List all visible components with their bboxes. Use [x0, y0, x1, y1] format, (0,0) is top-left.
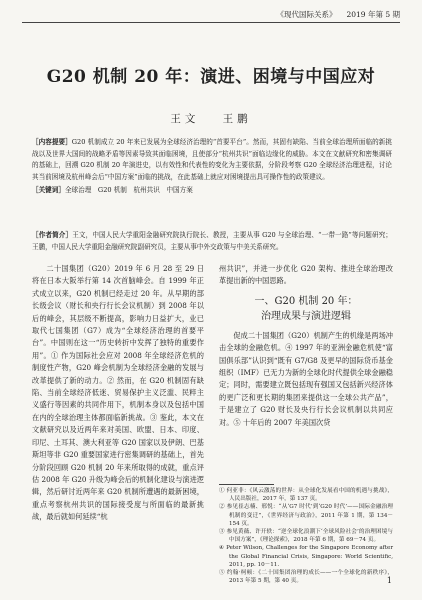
footnote: ① 何亚非：《风云激荡的世界：从全球化发展看中国的机遇与挑战》，人民出版社，2017 年，第 137 页。 [219, 488, 393, 503]
abstract-label: ［内容提要］ [32, 138, 72, 146]
author-name: 王鹏 [222, 113, 252, 125]
author-info-text: 王文，中国人民大学重阳金融研究院执行院长、教授，主要从事 G20 与全球治理、“一带一路”等问题研究；王鹏，中国人民大学重阳金融研究院副研究员，主要从事中外交政策与中美关系研究。 [32, 231, 393, 251]
issue-number: 2019 年第 5 期 [346, 10, 400, 19]
section-subheading: 治理成果与演进逻辑 [261, 310, 351, 322]
author-info-label: ［作者简介］ [32, 231, 73, 239]
author-names [0, 111, 422, 126]
author-name: 王文 [170, 113, 200, 125]
footnotes [219, 487, 393, 585]
footnote: ③ 参见黄薇、许开轶：“逆全球化浪潮下‘全球风险社会’的治理困境与中国方案”，《理论探索》，2018 年第 6 期，第 69－74 页。 [219, 529, 393, 544]
abstract-text: G20 机制成立 20 年来已发展为全球经济治理的“首要平台”。然而，其固有缺陷、当前全球治理所面临的新挑战以及世界大国间的战略矛盾等因素导致其面临困境，且使部分“杭州共识”面临边缘化的威胁。本文在文献研究和密集调研的基础上，回溯 G20 机制 20 年演进史，以有效性和代表性的变化为主要依据，分阶段考察 G20 全球经济治理进程，讨论其当前困境及杭州峰会后“中国方案”面临的挑战，在此基础上就应对困境提出具可操作性的政策建议。 [32, 138, 393, 182]
author-info-block [32, 230, 392, 253]
running-header [22, 8, 400, 23]
footnote: ⑤ 约翰·柯顿：《二十国集团治理的成长——一个全球化的新秩序》，2013 年第 5 期，第 40 页。 [219, 570, 393, 585]
footnote-divider [219, 484, 274, 485]
abstract-block [32, 137, 392, 197]
section-heading: 一、G20 机制 20 年： [254, 295, 358, 307]
body-paragraph: 促成二十国集团（G20）机制产生的机缘是两场冲击全球的金融危机。④ 1997 年的亚洲金融危机使“富国俱乐部”认识到“既有 G7/G8 及更早的国际货币基金组织（IMF）已无力为新的全球化时代提供全球金融稳定；同时，需要建立既包括现有强国又包括新兴经济体的更广泛和更长期的集团来提供这一全球公共产品”，于是建立了 G20 财长及央行行长会议机制以共同应对。⑤ 十年后的 2007 年美国次贷 [219, 330, 393, 427]
keywords-text: 全球治理 G20 机制 杭州共识 中国方案 [64, 185, 193, 194]
footnote: ④ Peter Wilson, Challenges for the Singapore Economy after the Global Financial Crisis, Singapore: World Scientific, 2011, pp. 10－11. [219, 545, 393, 568]
right-column [219, 263, 393, 429]
keywords-label: ［关键词］ [32, 185, 65, 194]
page-number: 1 [386, 576, 392, 585]
journal-name: 《现代国际关系》 [276, 10, 337, 19]
left-column [32, 263, 204, 524]
article-title: G20 机制 20 年：演进、困境与中国应对 [46, 67, 376, 87]
footnote: ② 参见崔志楠、邢悦：“从‘G7 时代’到‘G20 时代’——国际金融治理机制的变迁”，《世界经济与政治》，2011 年第 1 期，第 134－154 页。 [219, 504, 393, 527]
body-paragraph: 二十国集团（G20）2019 年 6 月 28 至 29 日将在日本大阪举行第 14 次首脑峰会。自 1999 年正式成立以来，G20 机制已经走过 20 年。从早期的部长级会议（财长和央行行长会议机制）到 2008 年以后的峰会，其层级不断提高，影响力日益扩大，业已取代七国集团（G7）成为“全球经济治理的首要平台”。中国则在这一“历史转折中发挥了独特的重要作用”。① 作为国际社会应对 2008 年全球经济危机的制度性产物，G20 峰会机制为全球经济金融的发展与改革提供了新的动力。② 然而，在 G20 机制固有缺陷、当前全球经济低迷、贸易保护主义泛滥、民粹主义盛行等因素的共同作用下，机制本身以及包括中国在内的全球治理主体都面临新挑战。③ 鉴此，本文在文献研究以及近两年来对美国、欧盟、日本、印度、印尼、土耳其、澳大利亚等 G20 国家以及伊朗、巴基斯坦等非 G20 重要国家进行密集调研的基础上，首先分阶段回顾 G20 机制 20 年来所取得的成就，重点评估 2008 年 G20 升级为峰会后的机制化建设与演进逻辑，然后研讨近两年来 G20 机制所遭遇的最新困境，重点考察杭州共识的国际接受度与所面临的最新挑战，最后就如何延续“杭 [32, 264, 204, 522]
body-paragraph-continued: 州共识”，并进一步优化 G20 架构、推进全球治理改革提出新的中国思路。 [219, 264, 393, 286]
